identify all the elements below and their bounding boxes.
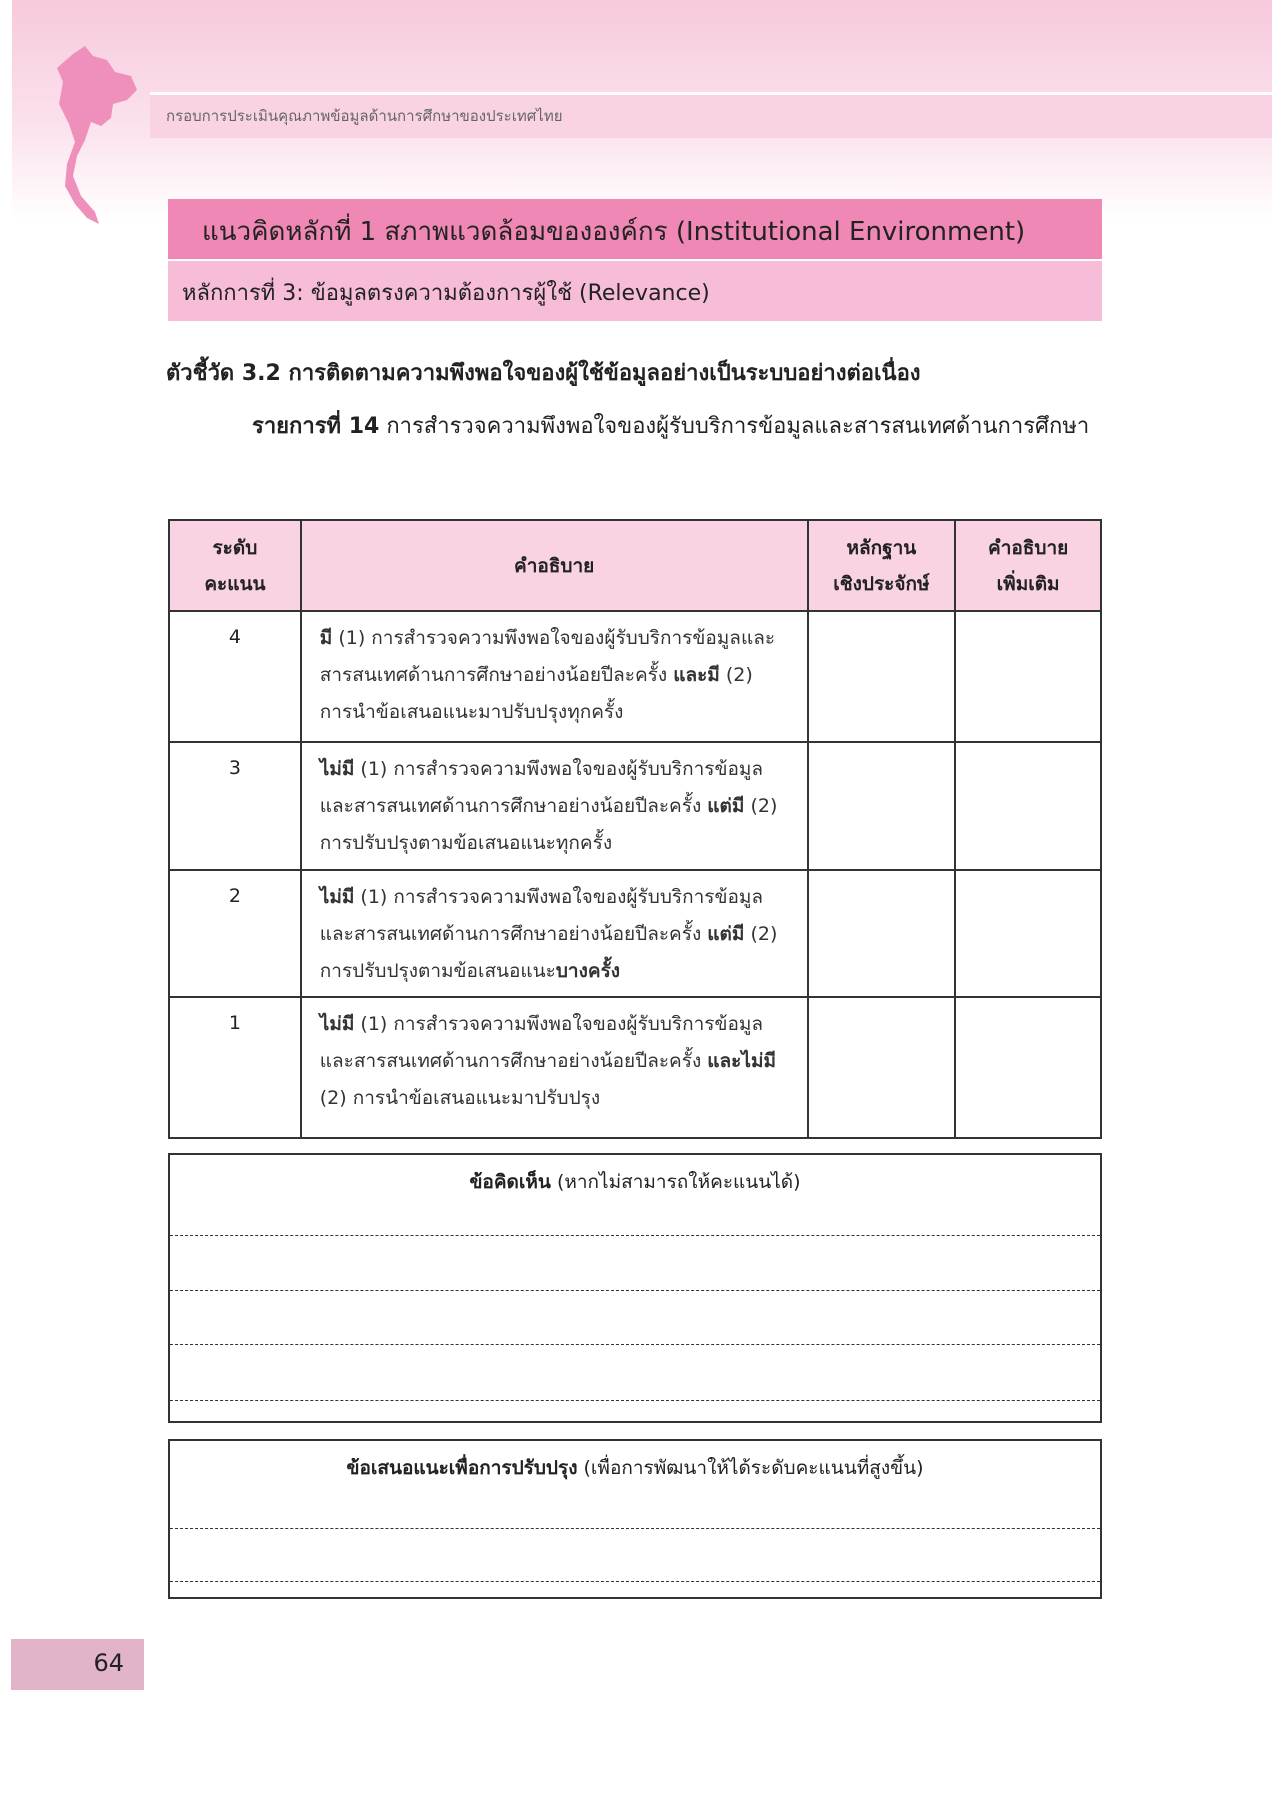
principle-title: หลักการที่ 3: ข้อมูลตรงความต้องการผู้ใช้ (Relevance) <box>168 261 1102 321</box>
col-evidence: หลักฐาน เชิงประจักษ์ <box>808 520 956 611</box>
score-level: 3 <box>169 742 301 870</box>
item-text: การสำรวจความพึงพอใจของผู้รับบริการข้อมูลและสารสนเทศด้านการศึกษา <box>379 414 1090 439</box>
suggestions-heading: ข้อเสนอแนะเพื่อการปรับปรุง (เพื่อการพัฒนาให้ได้ระดับคะแนนที่สูงขึ้น) <box>346 1457 924 1479</box>
evidence-cell[interactable] <box>808 870 956 997</box>
writing-line <box>170 1581 1100 1582</box>
scoring-table <box>168 519 1102 1139</box>
table-header <box>169 520 1101 611</box>
col-extra: คำอธิบาย เพิ่มเติม <box>955 520 1101 611</box>
page-number: 64 <box>11 1639 144 1690</box>
comments-heading: ข้อคิดเห็น (หากไม่สามารถให้คะแนนได้) <box>469 1171 801 1193</box>
col-level: ระดับ คะแนน <box>169 520 301 611</box>
evidence-cell[interactable] <box>808 742 956 870</box>
score-description: มี (1) การสำรวจความพึงพอใจของผู้รับบริการข้อมูลและสารสนเทศด้านการศึกษาอย่างน้อยปีละครั้ง และมี (2) การนำข้อเสนอแนะมาปรับปรุงทุกครั้ง <box>301 611 808 742</box>
comments-box[interactable] <box>168 1153 1102 1423</box>
extra-cell[interactable] <box>955 870 1101 997</box>
writing-line <box>170 1400 1100 1401</box>
writing-line <box>170 1290 1100 1291</box>
writing-line <box>170 1235 1100 1236</box>
item-label: รายการที่ 14 <box>252 414 380 439</box>
indicator-heading: ตัวชี้วัด 3.2 การติดตามความพึงพอใจของผู้ใช้ข้อมูลอย่างเป็นระบบอย่างต่อเนื่อง <box>166 361 921 386</box>
extra-cell[interactable] <box>955 611 1101 742</box>
thailand-map-icon <box>55 46 155 226</box>
writing-line <box>170 1344 1100 1345</box>
concept-title: แนวคิดหลักที่ 1 สภาพแวดล้อมขององค์กร (Institutional Environment) <box>168 199 1102 259</box>
table-row <box>169 611 1101 742</box>
suggestions-box[interactable] <box>168 1439 1102 1599</box>
score-description: ไม่มี (1) การสำรวจความพึงพอใจของผู้รับบริการข้อมูลและสารสนเทศด้านการศึกษาอย่างน้อยปีละครั้ง แต่มี (2) การปรับปรุงตามข้อเสนอแนะบางครั้ง <box>301 870 808 997</box>
col-description: คำอธิบาย <box>301 520 808 611</box>
item-description <box>166 405 1106 449</box>
extra-cell[interactable] <box>955 997 1101 1138</box>
running-title: กรอบการประเมินคุณภาพข้อมูลด้านการศึกษาของประเทศไทย <box>166 107 563 125</box>
extra-cell[interactable] <box>955 742 1101 870</box>
score-level: 1 <box>169 997 301 1138</box>
evidence-cell[interactable] <box>808 997 956 1138</box>
score-description: ไม่มี (1) การสำรวจความพึงพอใจของผู้รับบริการข้อมูลและสารสนเทศด้านการศึกษาอย่างน้อยปีละครั้ง และไม่มี (2) การนำข้อเสนอแนะมาปรับปรุง <box>301 997 808 1138</box>
evidence-cell[interactable] <box>808 611 956 742</box>
table-row <box>169 742 1101 870</box>
score-description: ไม่มี (1) การสำรวจความพึงพอใจของผู้รับบริการข้อมูลและสารสนเทศด้านการศึกษาอย่างน้อยปีละครั้ง แต่มี (2) การปรับปรุงตามข้อเสนอแนะทุกครั้ง <box>301 742 808 870</box>
score-level: 4 <box>169 611 301 742</box>
table-row <box>169 870 1101 997</box>
table-row <box>169 997 1101 1138</box>
writing-line <box>170 1528 1100 1529</box>
score-level: 2 <box>169 870 301 997</box>
